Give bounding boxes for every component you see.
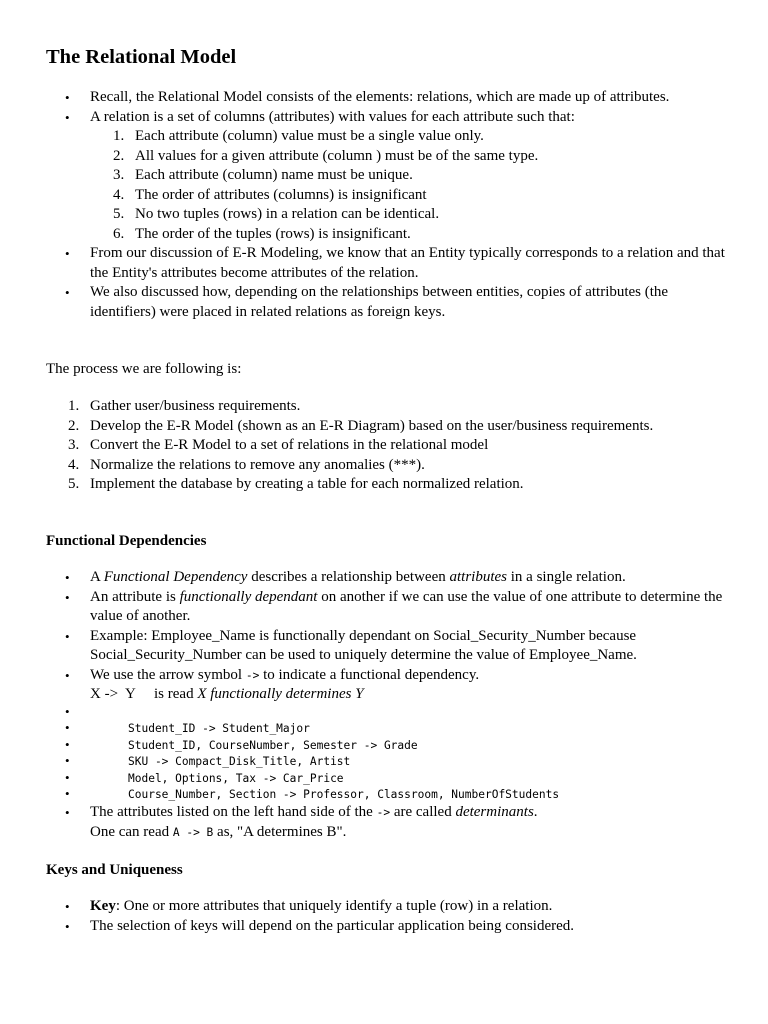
list-item — [46, 720, 728, 736]
list-item: 2. All values for a given attribute (column ) must be of the same type. — [113, 147, 539, 164]
step-text: Implement the database by creating a table for each normalized relation. — [90, 476, 524, 492]
code-example: Course_Number, Section -> Professor, Classroom, NumberOfStudents — [128, 787, 560, 801]
arrow-code: -> — [245, 668, 260, 682]
code-example: Model, Options, Tax -> Car_Price — [128, 771, 344, 785]
arrow-code: -> — [376, 806, 391, 819]
bullet-text: Recall, the Relational Model consists of the elements: relations, which are made up of attributes. — [90, 89, 670, 105]
text-run: : One or more attributes that uniquely identify a tuple (row) in a relation. — [115, 898, 553, 914]
list-item: 5. Implement the database by creating a table for each normalized relation. — [68, 476, 524, 492]
process-steps-list — [46, 397, 728, 495]
code-example: Student_ID -> Student_Major — [128, 722, 310, 736]
text-run: One can read — [90, 823, 173, 840]
item-text: No two tuples (rows) in a relation can be identical. — [135, 206, 440, 222]
text-run: An attribute is — [90, 588, 180, 605]
relation-properties-list — [90, 127, 728, 244]
code-example: SKU -> Compact_Disk_Title, Artist — [128, 755, 351, 769]
page-title: The Relational Model — [46, 46, 237, 68]
list-item: 4. The order of attributes (columns) is insignificant — [113, 186, 427, 203]
step-text: Develop the E-R Model (shown as an E-R Diagram) based on the user/business requirements. — [90, 417, 654, 434]
code-example: Student_ID, CourseNumber, Semester -> Grade — [128, 738, 418, 752]
section-heading-functional-dependencies: Functional Dependencies — [46, 533, 207, 549]
text-run: describes a relationship between — [247, 569, 450, 585]
item-text: All values for a given attribute (column ) must be of the same type. — [135, 147, 539, 164]
list-item — [46, 88, 728, 108]
keys-bullet-list — [46, 897, 728, 936]
fd-bullet-list — [46, 568, 728, 705]
list-item — [46, 588, 728, 627]
list-item — [46, 897, 728, 917]
text-run: We use the arrow symbol — [90, 666, 246, 683]
list-item: 3. Each attribute (column) name must be unique. — [113, 167, 413, 183]
text-run: A — [90, 569, 104, 585]
list-item: 1. Gather user/business requirements. — [68, 398, 301, 414]
list-item — [46, 803, 728, 842]
list-item: 6. The order of the tuples (rows) is insignificant. — [113, 225, 411, 242]
term-emphasis: functionally dependant — [179, 588, 318, 605]
text-run: to indicate a functional dependency. — [259, 666, 480, 683]
term-emphasis: Functional Dependency — [103, 569, 248, 585]
item-text: Each attribute (column) name must be unique. — [135, 167, 413, 183]
bullet-text: A relation is a set of columns (attributes) with values for each attribute such that: — [90, 108, 575, 125]
term-emphasis: attributes — [449, 569, 507, 585]
step-text: Normalize the relations to remove any anomalies (***). — [90, 456, 425, 473]
list-item — [46, 753, 728, 769]
text-run: X -> Y is read — [90, 686, 198, 702]
text-run: are called — [390, 804, 456, 820]
list-item — [46, 568, 728, 588]
fd-determinants-list — [46, 803, 728, 842]
item-text: The order of attributes (columns) is insignificant — [135, 186, 427, 203]
list-item — [46, 627, 728, 666]
list-item — [46, 108, 728, 245]
intro-bullet-list — [46, 88, 728, 322]
arrow-code: A -> B — [172, 825, 214, 839]
item-text: Each attribute (column) value must be a single value only. — [135, 128, 484, 144]
text-run: in a single relation. — [507, 569, 626, 585]
bullet-text: The selection of keys will depend on the particular application being considered. — [90, 917, 575, 934]
list-item — [46, 786, 728, 802]
step-text: Gather user/business requirements. — [90, 398, 301, 414]
bullet-text: From our discussion of E-R Modeling, we know that an Entity typically corresponds to a relation and that the Entity's attributes become attributes of the relation. — [90, 245, 725, 281]
bullet-text: Example: Employee_Name is functionally dependant on Social_Security_Number because Social_Security_Number can be used to uniquely determine the value of Employee_Name. — [90, 627, 637, 663]
list-item: 5. No two tuples (rows) in a relation can be identical. — [113, 206, 440, 222]
list-item — [46, 283, 728, 322]
list-item: 1. Each attribute (column) value must be a single value only. — [113, 128, 484, 144]
term-strong: Key — [90, 898, 116, 914]
text-run: . — [533, 804, 538, 820]
bullet-text: We also discussed how, depending on the relationships between entities, copies of attributes (the identifiers) were placed in related relations as foreign keys. — [90, 284, 669, 320]
section-heading-keys: Keys and Uniqueness — [46, 862, 183, 878]
step-text: Convert the E-R Model to a set of relations in the relational model — [90, 437, 489, 453]
term-emphasis: determinants — [455, 804, 534, 820]
term-emphasis: X functionally determines Y — [197, 686, 364, 702]
text-run: on another if we can use the value of one attribute to determine the value of another. — [90, 588, 723, 624]
list-item — [46, 770, 728, 786]
list-item — [46, 737, 728, 753]
list-item: 3. Convert the E-R Model to a set of relations in the relational model — [68, 437, 489, 453]
list-item — [46, 917, 728, 937]
list-item — [46, 704, 728, 720]
list-item: 2. Develop the E-R Model (shown as an E-R Diagram) based on the user/business requirements. — [68, 417, 654, 434]
text-run: The attributes listed on the left hand side of the — [90, 804, 377, 820]
text-run: as, "A determines B". — [213, 823, 347, 840]
item-text: The order of the tuples (rows) is insignificant. — [135, 225, 411, 242]
list-item: 4. Normalize the relations to remove any anomalies (***). — [68, 456, 425, 473]
fd-example-list — [46, 704, 728, 802]
list-item — [46, 666, 728, 705]
process-lead: The process we are following is: — [46, 361, 242, 377]
list-item — [46, 244, 728, 283]
